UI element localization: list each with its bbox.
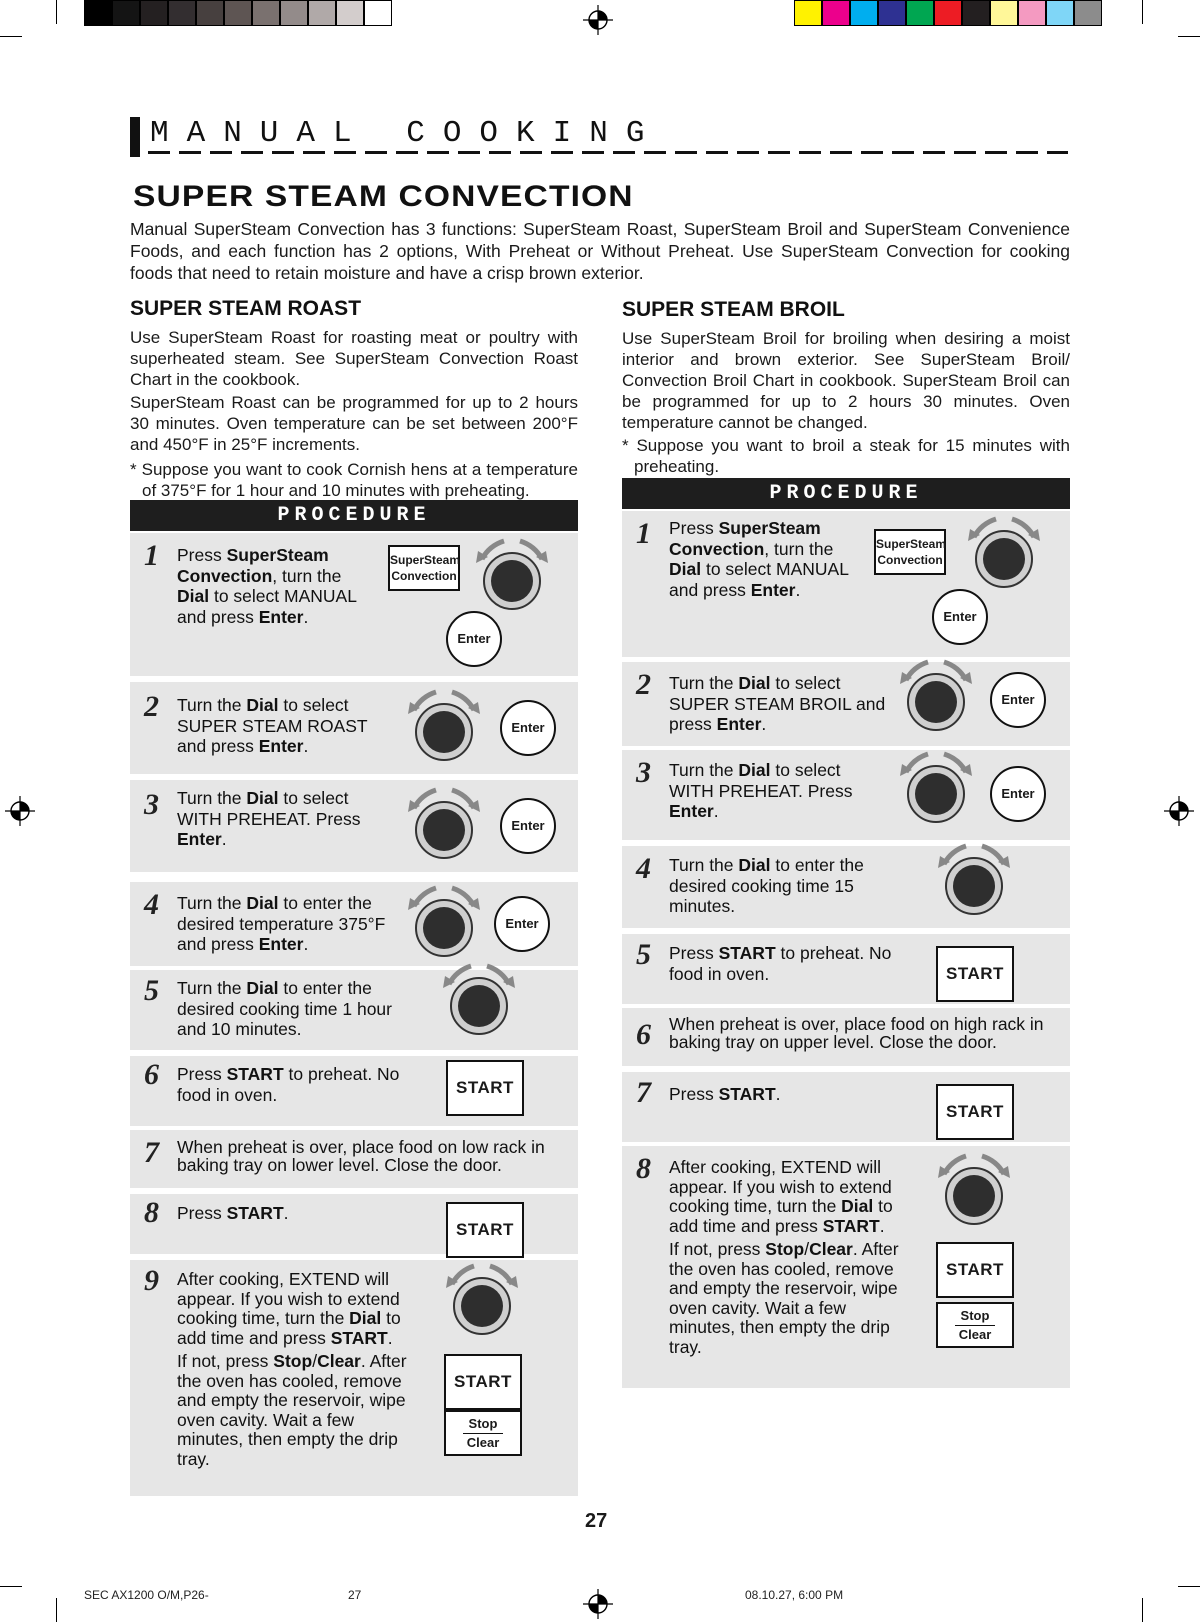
enter-button[interactable]: Enter <box>500 700 556 756</box>
dial-icon[interactable] <box>400 880 488 968</box>
footer-date: 08.10.27, 6:00 PM <box>745 1588 844 1602</box>
footer-page: 27 <box>348 1588 362 1602</box>
roast-step-2: 2 Turn the Dial to select SUPER STEAM ROAST and press Enter. Enter <box>130 682 578 774</box>
color-swatch <box>1018 0 1046 26</box>
step-text: Turn the Dial to select WITH PREHEAT. Press Enter. <box>177 788 361 849</box>
broil-step-3: 3 Turn the Dial to select WITH PREHEAT. Press Enter. Enter <box>622 750 1070 840</box>
enter-button[interactable]: Enter <box>446 611 502 667</box>
start-button[interactable]: START <box>444 1354 522 1410</box>
color-swatch <box>280 0 308 26</box>
step-text: When preheat is over, place food on low rack in baking tray on lower level. Close the door. <box>177 1137 545 1175</box>
page-title: SUPER STEAM CONVECTION <box>133 180 634 213</box>
roast-procedure-bar: PROCEDURE <box>130 500 578 531</box>
intro-paragraph: Manual SuperSteam Convection has 3 functions: SuperSteam Roast, SuperSteam Broil and SuperSteam Convenience Foods, and each function has 2 options, With Preheat or Without Preheat. Use SuperSteam Convection for cooking foods that need to retain moisture and have a crisp brown exterior. <box>130 219 1070 283</box>
dial-icon[interactable] <box>930 838 1018 926</box>
step-text: Press START to preheat. No food in oven. <box>669 943 892 984</box>
step-text: Turn the Dial to enter the desired cooking time 1 hour and 10 minutes. <box>177 978 392 1039</box>
broil-step-7: 7 Press START. START <box>622 1072 1070 1142</box>
dial-icon[interactable] <box>400 782 488 870</box>
enter-button[interactable]: Enter <box>990 766 1046 822</box>
roast-step-5: 5 Turn the Dial to enter the desired cooking time 1 hour and 10 minutes. <box>130 970 578 1050</box>
dial-icon[interactable] <box>438 1258 526 1346</box>
enter-button[interactable]: Enter <box>494 896 550 952</box>
dial-icon[interactable] <box>468 533 556 621</box>
roast-step-8: 8 Press START. START <box>130 1194 578 1254</box>
page-number: 27 <box>585 1510 608 1532</box>
broil-procedure-bar: PROCEDURE <box>622 478 1070 509</box>
stop-clear-button[interactable]: Stop Clear <box>936 1302 1014 1348</box>
dial-icon[interactable] <box>930 1148 1018 1236</box>
color-swatch <box>224 0 252 26</box>
broil-step-8: 8 After cooking, EXTEND will appear. If you wish to extend cooking time, turn the Dial to add time and press START. If not, press Stop/Clear. After the oven has cooled, remove and empty the reservoir, wipe oven cavity. Wait a few minutes, then empty the drip tray. START Stop Clear <box>622 1146 1070 1388</box>
start-button[interactable]: START <box>446 1202 524 1258</box>
color-swatch <box>990 0 1018 26</box>
step-text: When preheat is over, place food on high rack in baking tray on upper level. Close the door. <box>669 1014 1044 1052</box>
color-swatch <box>962 0 990 26</box>
broil-para-1: Use SuperSteam Broil for broiling when desiring a moist interior and brown exterior. See SuperSteam Broil/ Convection Broil Chart in cookbook. SuperSteam Broil can be programmed for up to 2 hours 30 minutes. Oven temperature cannot be changed. <box>622 329 1070 432</box>
step-text: Turn the Dial to enter the desired temperature 375°F and press Enter. <box>177 893 386 954</box>
start-button[interactable]: START <box>936 946 1014 1002</box>
step-text: Turn the Dial to select WITH PREHEAT. Press Enter. <box>669 760 853 821</box>
step-text: After cooking, EXTEND will appear. If you wish to extend cooking time, turn the Dial to add time and press START. If not, press Stop/Clear. After the oven has cooled, remove and empty the reservoir, wipe oven cavity. Wait a few minutes, then empty the drip tray. <box>177 1269 407 1469</box>
step-text: Press SuperSteam Convection, turn the Dial to select MANUAL and press Enter. <box>177 545 357 627</box>
step-text: After cooking, EXTEND will appear. If you wish to extend cooking time, turn the Dial to add time and press START. If not, press Stop/Clear. After the oven has cooled, remove and empty the reservoir, wipe oven cavity. Wait a few minutes, then empty the drip tray. <box>669 1157 899 1357</box>
enter-button[interactable]: Enter <box>932 589 988 645</box>
stop-clear-button[interactable]: Stop Clear <box>444 1410 522 1456</box>
roast-step-7: 7 When preheat is over, place food on low rack in baking tray on lower level. Close the door. <box>130 1130 578 1188</box>
step-text: Press START. <box>669 1084 781 1104</box>
footer-file: SEC AX1200 O/M,P26- <box>84 1588 209 1602</box>
roast-heading: SUPER STEAM ROAST <box>130 297 362 320</box>
step-text: Press START. <box>177 1203 289 1223</box>
color-swatch <box>140 0 168 26</box>
roast-para-2: SuperSteam Roast can be programmed for up to 2 hours 30 minutes. Oven temperature can be set between 200°F and 450°F in 25°F increments. <box>130 393 578 454</box>
color-swatch <box>934 0 962 26</box>
step-text: Press START to preheat. No food in oven. <box>177 1064 400 1105</box>
color-swatch <box>84 0 112 26</box>
roast-step-9: 9 After cooking, EXTEND will appear. If you wish to extend cooking time, turn the Dial to add time and press START. If not, press Stop/Clear. After the oven has cooled, remove and empty the reservoir, wipe oven cavity. Wait a few minutes, then empty the drip tray. START Stop Clear <box>130 1260 578 1496</box>
step-text: Turn the Dial to select SUPER STEAM ROAST and press Enter. <box>177 695 368 756</box>
color-swatch <box>822 0 850 26</box>
step-text: Press SuperSteam Convection, turn the Dial to select MANUAL and press Enter. <box>669 518 849 600</box>
broil-step-6: 6 When preheat is over, place food on high rack in baking tray on upper level. Close the door. <box>622 1008 1070 1066</box>
roast-step-4: 4 Turn the Dial to enter the desired temperature 375°F and press Enter. Enter <box>130 882 578 966</box>
step-text: Turn the Dial to select SUPER STEAM BROIL and press Enter. <box>669 673 886 734</box>
start-button[interactable]: START <box>936 1084 1014 1140</box>
color-swatch <box>336 0 364 26</box>
color-swatch <box>196 0 224 26</box>
color-swatch <box>906 0 934 26</box>
broil-heading: SUPER STEAM BROIL <box>622 298 845 321</box>
registration-mark-icon <box>583 1589 613 1619</box>
registration-mark-icon <box>583 5 613 35</box>
roast-step-3: 3 Turn the Dial to select WITH PREHEAT. Press Enter. Enter <box>130 780 578 872</box>
header-marker <box>130 117 140 157</box>
color-swatch <box>308 0 336 26</box>
broil-step-4: 4 Turn the Dial to enter the desired cooking time 15 minutes. <box>622 846 1070 928</box>
supersteam-convection-button[interactable]: SuperSteam Convection <box>388 545 460 591</box>
color-swatch <box>878 0 906 26</box>
color-swatch <box>1046 0 1074 26</box>
broil-step-5: 5 Press START to preheat. No food in oven. START <box>622 934 1070 1004</box>
roast-step-6: 6 Press START to preheat. No food in oven. START <box>130 1056 578 1126</box>
roast-para-3: * Suppose you want to cook Cornish hens at a temperature of 375°F for 1 hour and 10 minutes with preheating. <box>130 460 578 500</box>
color-swatch <box>252 0 280 26</box>
registration-mark-icon <box>1164 796 1194 826</box>
dial-icon[interactable] <box>435 958 523 1046</box>
registration-mark-icon <box>5 796 35 826</box>
enter-button[interactable]: Enter <box>990 672 1046 728</box>
color-swatch <box>850 0 878 26</box>
dial-icon[interactable] <box>960 511 1048 599</box>
supersteam-convection-button[interactable]: SuperSteam Convection <box>874 529 946 575</box>
color-swatch <box>1074 0 1102 26</box>
color-swatch <box>794 0 822 26</box>
dial-icon[interactable] <box>892 746 980 834</box>
header-dashed-rule <box>148 151 1068 154</box>
broil-step-2: 2 Turn the Dial to select SUPER STEAM BROIL and press Enter. Enter <box>622 662 1070 746</box>
start-button[interactable]: START <box>936 1242 1014 1298</box>
enter-button[interactable]: Enter <box>500 798 556 854</box>
color-swatch <box>364 0 392 26</box>
section-title: MANUAL COOKING <box>150 116 663 151</box>
step-text: Turn the Dial to enter the desired cooking time 15 minutes. <box>669 855 864 916</box>
broil-step-1: 1 Press SuperSteam Convection, turn the Dial to select MANUAL and press Enter. SuperSteam Convection Enter <box>622 511 1070 657</box>
color-swatch <box>168 0 196 26</box>
color-swatch <box>112 0 140 26</box>
broil-para-2: * Suppose you want to broil a steak for 15 minutes with preheating. <box>622 436 1070 476</box>
start-button[interactable]: START <box>446 1060 524 1116</box>
dial-icon[interactable] <box>892 654 980 742</box>
roast-para-1: Use SuperSteam Roast for roasting meat or poultry with superheated steam. See SuperSteam Convection Roast Chart in the cookbook. <box>130 328 578 389</box>
roast-step-1: 1 Press SuperSteam Convection, turn the Dial to select MANUAL and press Enter. SuperSteam Convection Enter <box>130 533 578 676</box>
dial-icon[interactable] <box>400 684 488 772</box>
